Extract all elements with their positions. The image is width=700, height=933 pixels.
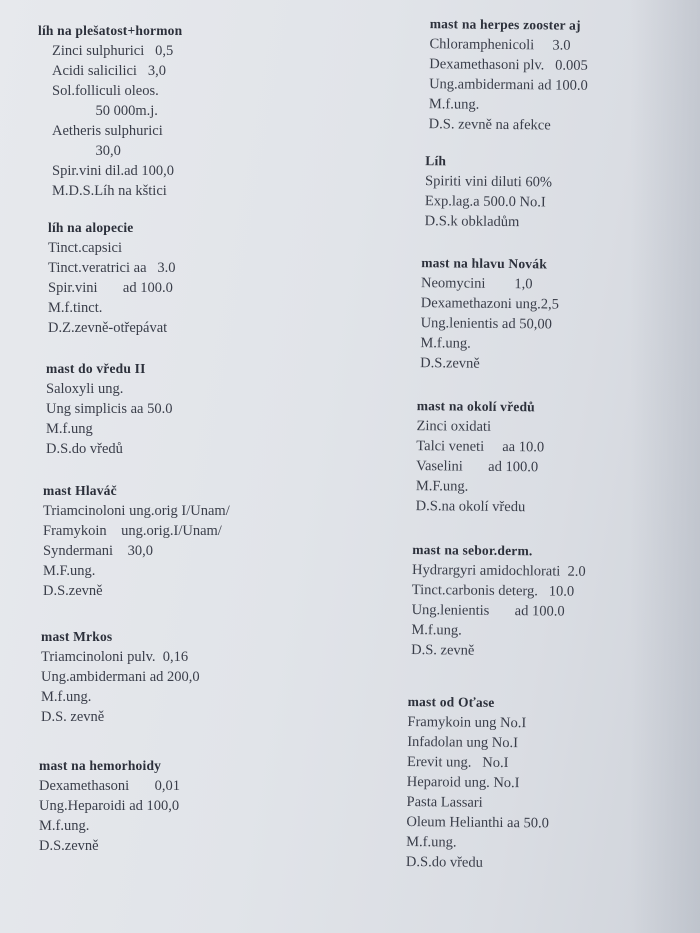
- recipe-line: Tinct.capsici: [48, 240, 122, 256]
- recipe-line: D.S. zevně: [41, 709, 105, 725]
- recipe-line: M.f.ung.: [406, 833, 457, 851]
- recipe-line: Infadolan ung No.I: [407, 733, 519, 752]
- recipe-line: Pasta Lassari: [406, 793, 483, 811]
- recipe-line: Neomycini 1,0: [420, 275, 533, 293]
- page-shadow: [630, 0, 700, 933]
- recipe-block: [43, 481, 230, 601]
- recipe-line: M.f.ung.: [428, 96, 480, 113]
- recipe-block: [48, 218, 176, 338]
- recipe-line: Syndermani 30,0: [43, 543, 153, 559]
- recipe-line: M.D.S.Líh na kštici: [52, 183, 167, 199]
- recipe-line: Ung simplicis aa 50.0: [46, 401, 173, 417]
- recipe-line: Zinci sulphurici 0,5: [52, 43, 174, 59]
- recipe-line: Ung.ambidermani ad 200,0: [41, 669, 200, 685]
- recipe-line: Zinci oxidati: [416, 418, 492, 435]
- recipe-line: Tinct.carbonis deterg. 10.0: [411, 582, 575, 600]
- recipe-line: D.S.do vředu: [405, 853, 483, 871]
- recipe-title: líh na plešatost+hormon: [38, 23, 183, 38]
- recipe-line: Dexamethazoni ung.2,5: [420, 295, 560, 313]
- right-column: [405, 0, 692, 871]
- recipe-title: mast do vředu II: [46, 361, 146, 376]
- recipe-line: Tinct.veratrici aa 3.0: [48, 260, 176, 276]
- recipe-block: [429, 14, 589, 136]
- recipe-line: Saloxyli ung.: [46, 381, 124, 397]
- recipe-line: Ung.ambidermani ad 100.0: [429, 76, 588, 94]
- recipe-line: M.F.ung.: [415, 478, 469, 495]
- recipe-line: Spiriti vini diluti 60%: [425, 173, 553, 191]
- recipe-block: [46, 359, 172, 459]
- recipe-line: Dexamethasoni 0,01: [39, 778, 180, 794]
- recipe-title: mast Mrkos: [41, 629, 113, 644]
- recipe-line: Framykoin ung No.I: [407, 713, 527, 732]
- recipe-line: D.Z.zevně-otřepávat: [48, 320, 168, 336]
- recipe-title: mast na okolí vředů: [416, 398, 536, 415]
- recipe-line: Spir.vini ad 100.0: [48, 280, 173, 296]
- recipe-line: Sol.folliculi oleos.: [52, 83, 159, 99]
- recipe-title: mast na hemorhoidy: [39, 758, 162, 773]
- recipe-block: [416, 396, 545, 517]
- recipe-line: Ung.Heparoidi ad 100,0: [39, 798, 180, 814]
- recipe-line: D.S. zevně na afekce: [428, 116, 551, 134]
- recipe-title: mast od Oťase: [407, 693, 495, 710]
- recipe-line: Ung.lenientis ad 100.0: [411, 602, 565, 620]
- recipe-line: 50 000m.j.: [52, 103, 158, 119]
- recipe-block: [425, 151, 553, 232]
- recipe-title: líh na alopecie: [48, 220, 134, 235]
- recipe-line: M.f.tinct.: [48, 300, 103, 316]
- recipe-line: D.S.zevně: [39, 838, 99, 854]
- recipe-line: Spir.vini dil.ad 100,0: [52, 163, 175, 179]
- recipe-line: Erevit ung. No.I: [406, 753, 509, 772]
- recipe-title: mast na sebor.derm.: [412, 542, 533, 559]
- recipe-line: D.S.do vředů: [46, 441, 123, 457]
- recipe-line: M.f.ung.: [41, 689, 92, 705]
- recipe-line: Dexamethasoni plv. 0.005: [429, 56, 588, 74]
- recipe-line: Heparoid ung. No.I: [406, 773, 520, 792]
- recipe-line: M.F.ung.: [43, 563, 96, 579]
- recipe-line: D.S.na okolí vředu: [415, 498, 526, 516]
- recipe-title: mast na hlavu Novák: [421, 255, 548, 272]
- recipe-line: D.S.zevně: [420, 355, 480, 372]
- recipe-block: [420, 253, 559, 374]
- recipe-line: Triamcinoloni pulv. 0,16: [41, 649, 189, 665]
- recipe-line: Talci veneti aa 10.0: [416, 438, 545, 456]
- recipe-line: M.f.ung.: [411, 622, 462, 639]
- recipe-line: Vaselini ad 100.0: [416, 458, 539, 476]
- recipe-line: 30,0: [52, 143, 121, 159]
- recipe-block: [39, 756, 180, 856]
- recipe-line: Oleum Helianthi aa 50.0: [406, 813, 550, 832]
- recipe-line: Chloramphenicoli 3.0: [429, 36, 571, 54]
- recipe-line: Framykoin ung.orig.I/Unam/: [43, 523, 222, 539]
- recipe-block: [411, 540, 586, 662]
- recipe-line: D.S.zevně: [43, 583, 103, 599]
- recipe-line: M.f.ung.: [39, 818, 90, 834]
- recipe-title: mast Hlaváč: [43, 483, 117, 498]
- recipe-title: Líh: [425, 153, 447, 169]
- recipe-line: Triamcinoloni ung.orig I/Unam/: [43, 503, 230, 519]
- recipe-line: M.f.ung: [46, 421, 93, 437]
- recipe-line: Ung.lenientis ad 50,00: [420, 315, 552, 333]
- recipe-line: D.S. zevně: [411, 642, 475, 659]
- recipe-block: [38, 21, 182, 201]
- recipe-block: [41, 627, 200, 727]
- recipe-line: Hydrargyri amidochlorati 2.0: [411, 562, 586, 580]
- recipe-line: Aetheris sulphurici: [52, 123, 163, 139]
- recipe-block: [406, 692, 550, 873]
- recipe-title: mast na herpes zooster aj: [429, 16, 581, 33]
- recipe-line: D.S.k obkladům: [424, 213, 520, 231]
- recipe-line: Exp.lag.a 500.0 No.I: [424, 193, 546, 211]
- recipe-line: Acidi salicilici 3,0: [52, 63, 166, 79]
- recipe-line: M.f.ung.: [420, 335, 471, 352]
